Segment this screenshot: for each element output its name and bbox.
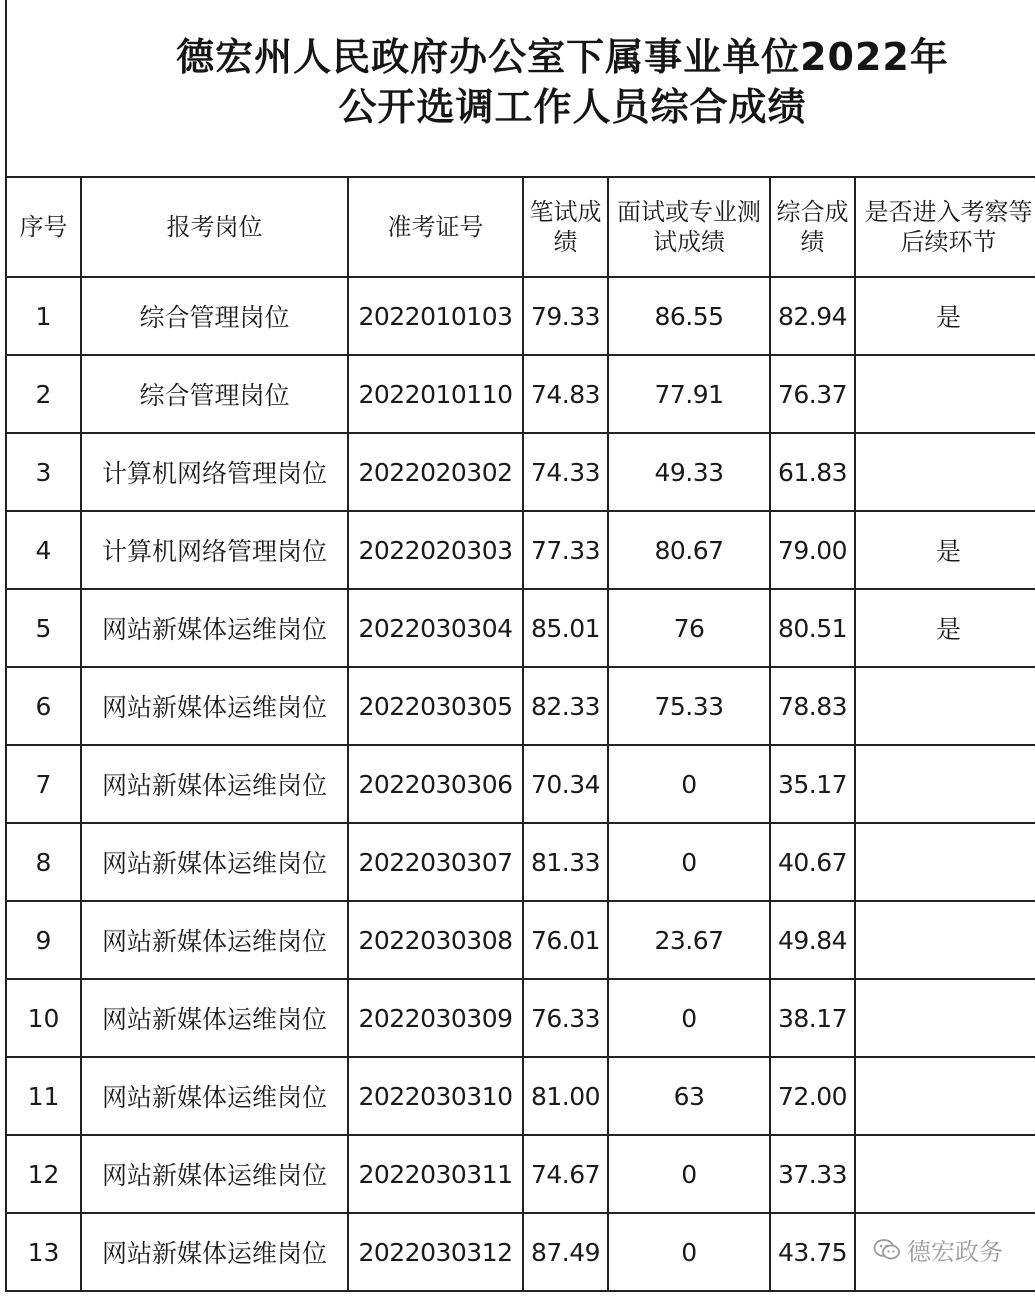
cell-position: 网站新媒体运维岗位 <box>81 979 348 1057</box>
cell-position: 网站新媒体运维岗位 <box>81 1213 348 1291</box>
cell-position: 网站新媒体运维岗位 <box>81 667 348 745</box>
cell-exam-no: 2022030309 <box>348 979 523 1057</box>
cell-written-score: 77.33 <box>523 511 608 589</box>
cell-total-score: 49.84 <box>770 901 855 979</box>
cell-index: 1 <box>6 277 81 355</box>
cell-next-stage: 是 <box>855 589 1035 667</box>
cell-next-stage <box>855 355 1035 433</box>
table-row <box>6 1057 1035 1135</box>
table-row <box>6 277 1035 355</box>
cell-exam-no: 2022030312 <box>348 1213 523 1291</box>
cell-position: 计算机网络管理岗位 <box>81 433 348 511</box>
cell-total-score: 61.83 <box>770 433 855 511</box>
cell-interview-score: 0 <box>608 1135 770 1213</box>
title-line-2: 公开选调工作人员综合成绩 <box>338 85 807 129</box>
cell-position: 网站新媒体运维岗位 <box>81 1057 348 1135</box>
cell-position: 网站新媒体运维岗位 <box>81 745 348 823</box>
cell-next-stage <box>855 979 1035 1057</box>
cell-total-score: 40.67 <box>770 823 855 901</box>
watermark <box>873 1232 1003 1267</box>
cell-position: 综合管理岗位 <box>81 277 348 355</box>
cell-position: 网站新媒体运维岗位 <box>81 589 348 667</box>
cell-written-score: 76.33 <box>523 979 608 1057</box>
header-next-stage: 是否进入考察等后续环节 <box>855 177 1035 277</box>
cell-index: 9 <box>6 901 81 979</box>
cell-written-score: 85.01 <box>523 589 608 667</box>
table-row <box>6 979 1035 1057</box>
cell-exam-no: 2022030308 <box>348 901 523 979</box>
cell-exam-no: 2022030304 <box>348 589 523 667</box>
cell-exam-no: 2022020302 <box>348 433 523 511</box>
cell-next-stage <box>855 433 1035 511</box>
cell-written-score: 81.00 <box>523 1057 608 1135</box>
cell-index: 2 <box>6 355 81 433</box>
table-row <box>6 667 1035 745</box>
cell-interview-score: 0 <box>608 979 770 1057</box>
header-exam-no: 准考证号 <box>348 177 523 277</box>
cell-next-stage <box>855 1057 1035 1135</box>
cell-index: 11 <box>6 1057 81 1135</box>
table-body <box>6 277 1035 1291</box>
cell-written-score: 82.33 <box>523 667 608 745</box>
table-row <box>6 823 1035 901</box>
table-row <box>6 589 1035 667</box>
cell-total-score: 43.75 <box>770 1213 855 1291</box>
cell-index: 8 <box>6 823 81 901</box>
header-total-score: 综合成绩 <box>770 177 855 277</box>
cell-exam-no: 2022010103 <box>348 277 523 355</box>
cell-total-score: 72.00 <box>770 1057 855 1135</box>
cell-written-score: 74.67 <box>523 1135 608 1213</box>
cell-position: 综合管理岗位 <box>81 355 348 433</box>
cell-next-stage: 是 <box>855 277 1035 355</box>
cell-interview-score: 0 <box>608 745 770 823</box>
scores-table <box>5 176 1035 1292</box>
table-row <box>6 745 1035 823</box>
table-row <box>6 1135 1035 1213</box>
cell-total-score: 82.94 <box>770 277 855 355</box>
header-position: 报考岗位 <box>81 177 348 277</box>
cell-total-score: 76.37 <box>770 355 855 433</box>
cell-index: 3 <box>6 433 81 511</box>
cell-next-stage <box>855 1135 1035 1213</box>
cell-interview-score: 63 <box>608 1057 770 1135</box>
cell-index: 10 <box>6 979 81 1057</box>
cell-exam-no: 2022030307 <box>348 823 523 901</box>
cell-total-score: 35.17 <box>770 745 855 823</box>
cell-exam-no: 2022030311 <box>348 1135 523 1213</box>
cell-interview-score: 77.91 <box>608 355 770 433</box>
cell-total-score: 38.17 <box>770 979 855 1057</box>
cell-next-stage: 是 <box>855 511 1035 589</box>
cell-interview-score: 76 <box>608 589 770 667</box>
wechat-icon <box>873 1238 901 1262</box>
cell-position: 计算机网络管理岗位 <box>81 511 348 589</box>
table-header-row <box>6 177 1035 277</box>
cell-position: 网站新媒体运维岗位 <box>81 901 348 979</box>
cell-interview-score: 23.67 <box>608 901 770 979</box>
cell-written-score: 74.83 <box>523 355 608 433</box>
cell-interview-score: 0 <box>608 823 770 901</box>
cell-next-stage <box>855 901 1035 979</box>
cell-interview-score: 86.55 <box>608 277 770 355</box>
cell-written-score: 79.33 <box>523 277 608 355</box>
cell-next-stage <box>855 667 1035 745</box>
header-interview-score: 面试或专业测试成绩 <box>608 177 770 277</box>
cell-interview-score: 75.33 <box>608 667 770 745</box>
cell-index: 4 <box>6 511 81 589</box>
header-index: 序号 <box>6 177 81 277</box>
cell-written-score: 87.49 <box>523 1213 608 1291</box>
table-row <box>6 355 1035 433</box>
header-written-score: 笔试成绩 <box>523 177 608 277</box>
cell-total-score: 80.51 <box>770 589 855 667</box>
cell-index: 13 <box>6 1213 81 1291</box>
cell-exam-no: 2022020303 <box>348 511 523 589</box>
cell-index: 7 <box>6 745 81 823</box>
cell-interview-score: 49.33 <box>608 433 770 511</box>
cell-written-score: 81.33 <box>523 823 608 901</box>
cell-index: 5 <box>6 589 81 667</box>
watermark-text: 德宏政务 <box>907 1238 1003 1266</box>
cell-total-score: 37.33 <box>770 1135 855 1213</box>
cell-written-score: 74.33 <box>523 433 608 511</box>
cell-exam-no: 2022030305 <box>348 667 523 745</box>
cell-position: 网站新媒体运维岗位 <box>81 1135 348 1213</box>
table-row <box>6 511 1035 589</box>
cell-position: 网站新媒体运维岗位 <box>81 823 348 901</box>
table-row <box>6 901 1035 979</box>
cell-total-score: 79.00 <box>770 511 855 589</box>
cell-exam-no: 2022010110 <box>348 355 523 433</box>
cell-index: 6 <box>6 667 81 745</box>
document-title <box>0 32 1035 132</box>
cell-total-score: 78.83 <box>770 667 855 745</box>
cell-next-stage <box>855 745 1035 823</box>
table-row <box>6 433 1035 511</box>
cell-written-score: 70.34 <box>523 745 608 823</box>
cell-interview-score: 0 <box>608 1213 770 1291</box>
title-line-1: 德宏州人民政府办公室下属事业单位2022年 <box>176 35 949 79</box>
cell-exam-no: 2022030310 <box>348 1057 523 1135</box>
cell-next-stage <box>855 823 1035 901</box>
cell-interview-score: 80.67 <box>608 511 770 589</box>
cell-index: 12 <box>6 1135 81 1213</box>
cell-exam-no: 2022030306 <box>348 745 523 823</box>
cell-written-score: 76.01 <box>523 901 608 979</box>
